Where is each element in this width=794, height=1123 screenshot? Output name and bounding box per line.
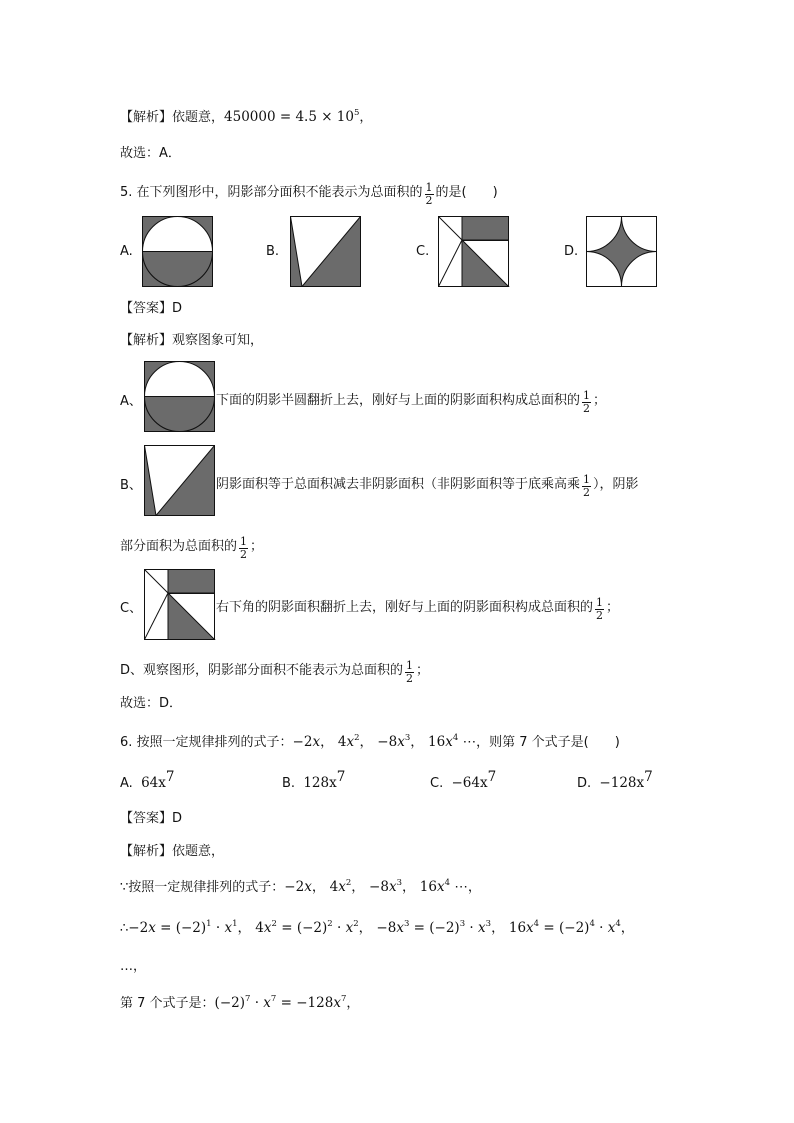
question-5-stem: 5. 在下列图形中，阴影部分面积不能表示为总面积的 $\frac{1}{2}$ 的是( ) — [120, 181, 498, 207]
figure-option-a — [142, 216, 214, 288]
analysis-line-q4: 【解析】依题意，$450000 = 4.5 \times 10^5$， — [120, 108, 373, 125]
ellipsis-line: …， — [120, 959, 147, 974]
option-d-label: D. — [564, 244, 579, 259]
analysis-q6: 【解析】依题意， — [120, 844, 225, 859]
option-a-label: A. — [120, 244, 133, 259]
analysis-a-text: 下面的阴影半圆翻折上去，刚好与上面的阴影面积构成总面积的 $\frac{1}{2}$ ； — [216, 389, 607, 415]
answer-q6: 【答案】D — [120, 811, 183, 826]
conclusion-q4: 故选：A． — [120, 146, 181, 161]
figure-analysis-a — [144, 361, 216, 433]
figure-option-d — [586, 216, 658, 288]
because-line: ∵按照一定规律排列的式子：−2x， $4x^2$， $-8x^3$， $16x^4$ ⋯， — [120, 878, 482, 895]
question-6-stem: 6. 按照一定规律排列的式子：−2x， $4x^2$， $-8x^3$， $16x^4$ ⋯，则第 7 个式子是( ) — [120, 733, 620, 750]
option-b-label: B. — [266, 244, 280, 259]
option-c-label: C. — [416, 244, 430, 259]
analysis-q5: 【解析】观察图象可知， — [120, 333, 264, 348]
figure-analysis-c — [144, 569, 216, 641]
q6-option-b: B. $128x^7$ — [282, 769, 346, 791]
analysis-b-text: 阴影面积等于总面积减去非阴影面积（非阴影面积等于底乘高乘 $\frac{1}{2}$ ），阴影 — [216, 473, 639, 499]
figure-analysis-b — [144, 445, 216, 517]
fraction-half: $\frac{1}{2}$ — [425, 181, 433, 207]
figure-option-c — [438, 216, 510, 288]
therefore-line: ∴−2x = $(-2)^1 \cdot x^1$， $4x^2 = (-2)^2 \cdot x^2$， $-8x^3 = (-2)^3 \cdot x^3$， $16x^4 = (-2)^4 \cdot x^4$， — [120, 919, 635, 936]
q6-option-d: D. $-128x^7$ — [577, 769, 653, 791]
answer-q5: 【答案】D — [120, 301, 183, 316]
seventh-term-line: 第 7 个式子是：$(-2)^7 \cdot x^7 = -128x^7$， — [120, 994, 360, 1011]
analysis-c-label: C、 — [120, 601, 143, 616]
analysis-b-label: B、 — [120, 478, 142, 493]
analysis-c-text: 右下角的阴影面积翻折上去，刚好与上面的阴影面积构成总面积的 $\frac{1}{2}$ ； — [216, 596, 620, 622]
analysis-d-text: D、观察图形，阴影部分面积不能表示为总面积的 $\frac{1}{2}$ ； — [120, 659, 430, 685]
analysis-a-label: A、 — [120, 394, 142, 409]
q6-option-c: C. $-64x^7$ — [430, 769, 497, 791]
figure-option-b — [290, 216, 362, 288]
analysis-b-text-cont: 部分面积为总面积的 $\frac{1}{2}$ ； — [120, 535, 264, 561]
conclusion-q5: 故选：D． — [120, 696, 183, 711]
q6-option-a: A. $64x^7$ — [120, 769, 175, 791]
